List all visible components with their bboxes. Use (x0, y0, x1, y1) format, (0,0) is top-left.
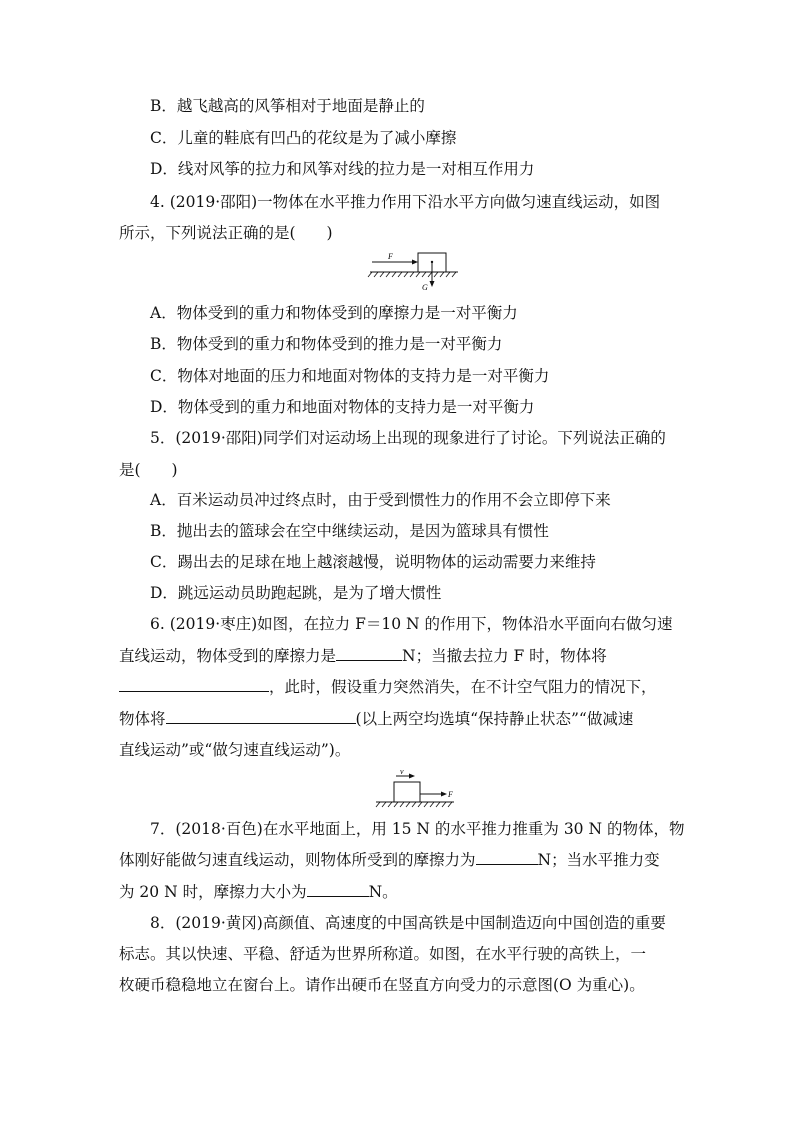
q8-stem-line3: 枚硬币稳稳地立在窗台上。请作出硬币在竖直方向受力的示意图(O 为重心)。 (119, 976, 645, 994)
q4-option-c: C．物体对地面的压力和地面对物体的支持力是一对平衡力 (150, 367, 550, 385)
q7-answer-blank-1[interactable] (476, 850, 538, 865)
q6-answer-blank-3[interactable] (166, 709, 356, 724)
q6-answer-blank-2[interactable] (119, 677, 269, 692)
q5-option-c: C．踢出去的足球在地上越滚越慢，说明物体的运动需要力来维持 (150, 553, 596, 571)
q6-label-f: F (448, 790, 453, 799)
q5-option-a: A．百米运动员冲过终点时，由于受到惯性力的作用不会立即停下来 (150, 491, 611, 509)
q4-stem-line2: 所示，下列说法正确的是( ) (119, 224, 333, 242)
q4-option-a: A．物体受到的重力和物体受到的摩擦力是一对平衡力 (150, 304, 518, 322)
q6-stem-line5: 直线运动”或“做匀速直线运动”)。 (119, 741, 351, 759)
q6-answer-blank-1[interactable] (336, 646, 402, 661)
q5-option-b: B．抛出去的篮球会在空中继续运动，是因为篮球具有惯性 (150, 522, 549, 540)
q5-stem-line1: 5．(2019·邵阳)同学们对运动场上出现的现象进行了讨论。下列说法正确的 (150, 429, 666, 447)
q6-block (394, 782, 420, 802)
q4-label-g: G (422, 283, 428, 292)
q3-option-d: D．线对风筝的拉力和风筝对线的拉力是一对相互作用力 (150, 160, 535, 178)
q8-stem-line1: 8．(2019·黄冈)高颜值、高速度的中国高铁是中国制造迈向中国创造的重要 (150, 914, 666, 932)
q7-stem-line1: 7．(2018·百色)在水平地面上，用 15 N 的水平推力推重为 30 N 的物体，物 (150, 820, 685, 838)
q6-stem-line1: 6. (2019·枣庄)如图，在拉力 F＝10 N 的作用下，物体沿水平面向右做匀速 (150, 615, 673, 633)
q6-velocity-arrow (409, 774, 415, 779)
q7-answer-blank-2[interactable] (307, 882, 369, 897)
q6-stem-line4: 物体将 (以上两空均选填“保持静止状态”“做减速 (119, 710, 634, 728)
q3-option-b: B．越飞越高的风筝相对于地面是静止的 (150, 97, 425, 115)
q6-pull-arrow (441, 792, 447, 797)
q6-stem-line3: ，此时，假设重力突然消失，在不计空气阻力的情况下， (119, 677, 794, 697)
q4-stem-line1: 4. (2019·邵阳)一物体在水平推力作用下沿水平方向做匀速直线运动，如图 (150, 193, 661, 211)
q3-option-c: C．儿童的鞋底有凹凸的花纹是为了减小摩擦 (150, 129, 457, 147)
q4-gravity-arrow (430, 281, 435, 287)
q7-stem-line2: 体刚好能做匀速直线运动，则物体所受到的摩擦力为 N；当水平推力变 (119, 851, 660, 869)
q8-stem-line2: 标志。其以快速、平稳、舒适为世界所称道。如图，在水平行驶的高铁上，一 (119, 945, 647, 963)
q6-stem-line2: 直线运动，物体受到的摩擦力是 N；当撤去拉力 F 时，物体将 (119, 647, 607, 665)
q4-option-d: D．物体受到的重力和地面对物体的支持力是一对平衡力 (150, 398, 535, 416)
q4-push-arrow (412, 260, 418, 265)
q4-option-b: B．物体受到的重力和物体受到的推力是一对平衡力 (150, 335, 503, 353)
q6-figure (374, 766, 458, 810)
q5-option-d: D．跳远运动员助跑起跳，是为了增大惯性 (150, 584, 442, 602)
q4-figure (366, 250, 462, 292)
q4-label-f: F (388, 252, 393, 261)
q6-label-v: v (400, 767, 404, 776)
q5-stem-line2: 是( ) (119, 461, 178, 479)
q7-stem-line3: 为 20 N 时，摩擦力大小为 N。 (119, 883, 398, 901)
